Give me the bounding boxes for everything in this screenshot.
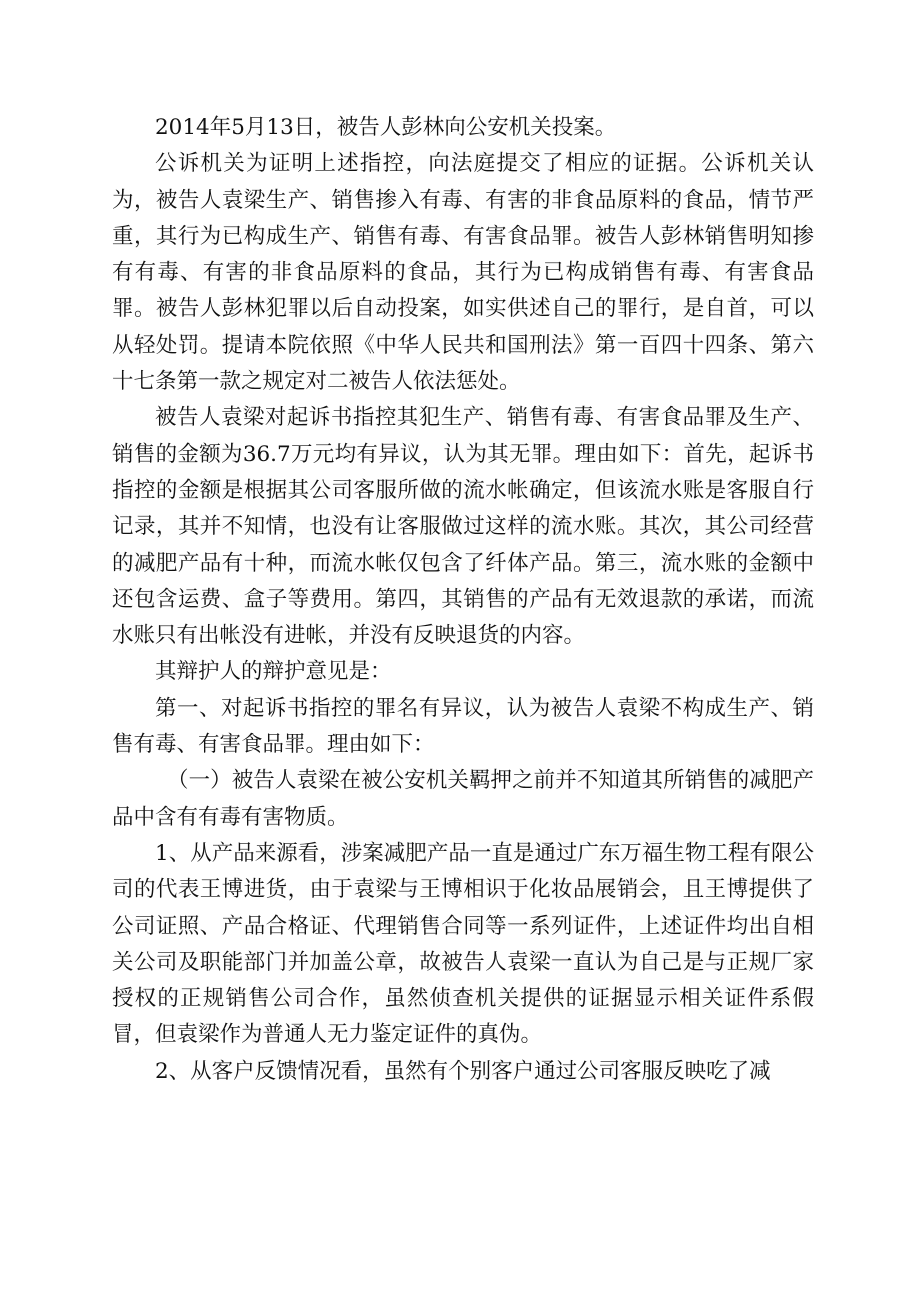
paragraph-defense-intro: 其辩护人的辩护意见是： [155,659,392,685]
document-body [112,110,814,1090]
paragraph-prosecution-opinion: 公诉机关为证明上述指控，向法庭提交了相应的证据。公诉机关认为，被告人袁梁生产、销售掺入有毒、有害的非食品原料的食品，情节严重，其行为已构成生产、销售有毒、有害食品罪。被告人彭林销售明知掺有有毒、有害的非食品原料的食品，其行为已构成销售有毒、有害食品罪。被告人彭林犯罪以后自动投案，如实供述自己的罪行，是自首，可以从轻处罚。提请本院依照《中华人民共和国刑法》第一百四十四条、第六十七条第一款之规定对二被告人依法惩处。 [112,151,814,395]
paragraph-product-source: 1、从产品来源看，涉案减肥产品一直是通过广东万福生物工程有限公司的代表王博进货，由于袁梁与王博相识于化妆品展销会，且王博提供了公司证照、产品合格证、代理销售合同等一系列证件，上述证件均出自相关公司及职能部门并加盖公章，故被告人袁梁一直认为自己是与正规厂家授权的正规销售公司合作，虽然侦查机关提供的证据显示相关证件系假冒，但袁梁作为普通人无力鉴定证件的真伪。 [112,840,814,1048]
paragraph-defense-point-one: 第一、对起诉书指控的罪名有异议，认为被告人袁梁不构成生产、销售有毒、有害食品罪。理由如下： [112,695,814,758]
paragraph-customer-feedback: 2、从客户反馈情况看，虽然有个别客户通过公司客服反映吃了减 [155,1058,771,1084]
paragraph-surrender-date: 2014年5月13日，被告人彭林向公安机关投案。 [155,115,617,140]
paragraph-subsection-one: （一）被告人袁梁在被公安机关羁押之前并不知道其所销售的减肥产品中含有有毒有害物质。 [112,768,814,830]
paragraph-defendant-objection: 被告人袁梁对起诉书指控其犯生产、销售有毒、有害食品罪及生产、销售的金额为36.7万元均有异议，认为其无罪。理由如下：首先，起诉书指控的金额是根据其公司客服所做的流水帐确定，但该流水账是客服自行记录，其并不知情，也没有让客服做过这样的流水账。其次，其公司经营的减肥产品有十种，而流水帐仅包含了纤体产品。第三，流水账的金额中还包含运费、盒子等费用。第四，其销售的产品有无效退款的承诺，而流水账只有出帐没有进帐，并没有反映退货的内容。 [112,405,814,649]
